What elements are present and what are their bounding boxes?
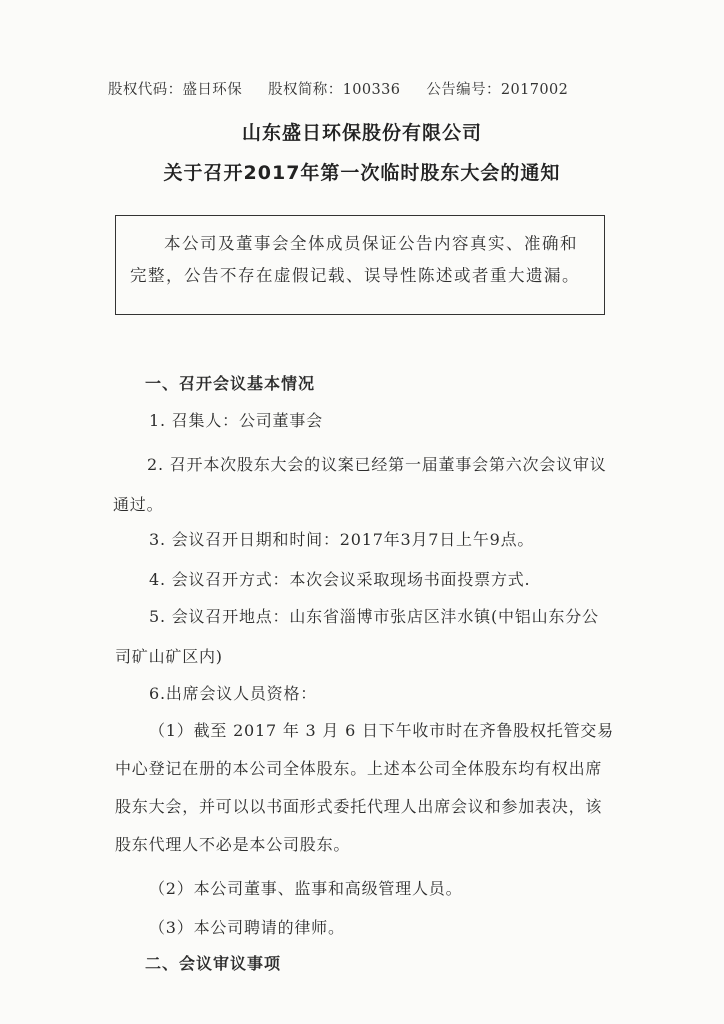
- item-4: [115, 564, 615, 595]
- list-item: 1. 召集人：公司董事会: [149, 411, 323, 430]
- disclaimer-box: 本公司及董事会全体成员保证公告内容真实、准确和完整，公告不存在虚假记载、误导性陈述或者重大遗漏。: [115, 215, 605, 315]
- list-item: 2. 召开本次股东大会的议案已经第一届董事会第六次会议审议通过。: [113, 455, 607, 514]
- item-1: [115, 405, 615, 436]
- item-2: [115, 445, 615, 525]
- list-item: （1）截至 2017 年 3 月 6 日下午收市时在齐鲁股权托管交易中心登记在册的本公司全体股东。上述本公司全体股东均有权出席股东大会，并可以以书面形式委托代理人出席会议和参加表决，该股东代理人不必是本公司股东。: [115, 721, 614, 854]
- list-item: 3. 会议召开日期和时间：2017年3月7日上午9点。: [149, 530, 535, 549]
- item-3: [115, 524, 615, 555]
- company-name-title: 山东盛日环保股份有限公司: [241, 122, 482, 144]
- stock-abbreviation: 股权简称：100336: [268, 82, 401, 98]
- list-item: （2）本公司董事、监事和高级管理人员。: [149, 879, 463, 898]
- item-6: [115, 678, 615, 709]
- stock-code: 股权代码：盛日环保: [108, 82, 243, 98]
- item-6-3: [115, 912, 615, 943]
- list-item: 5. 会议召开地点：山东省淄博市张店区沣水镇(中铝山东分公司矿山矿区内): [115, 607, 599, 666]
- section-1: [115, 368, 615, 399]
- section-1-heading: 一、召开会议基本情况: [145, 374, 316, 393]
- section-2-heading: 二、会议审议事项: [145, 954, 282, 973]
- notice-number: 公告编号：2017002: [426, 82, 569, 98]
- item-6-1: [115, 712, 615, 864]
- notice-title: 关于召开2017年第一次临时股东大会的通知: [163, 162, 561, 184]
- list-item: 6.出席会议人员资格：: [149, 684, 318, 703]
- item-6-2: [115, 873, 615, 904]
- document-header: [108, 78, 594, 99]
- list-item: （3）本公司聘请的律师。: [149, 918, 345, 937]
- section-2: [115, 948, 615, 979]
- list-item: 4. 会议召开方式：本次会议采取现场书面投票方式.: [149, 570, 531, 589]
- item-5: [115, 597, 615, 677]
